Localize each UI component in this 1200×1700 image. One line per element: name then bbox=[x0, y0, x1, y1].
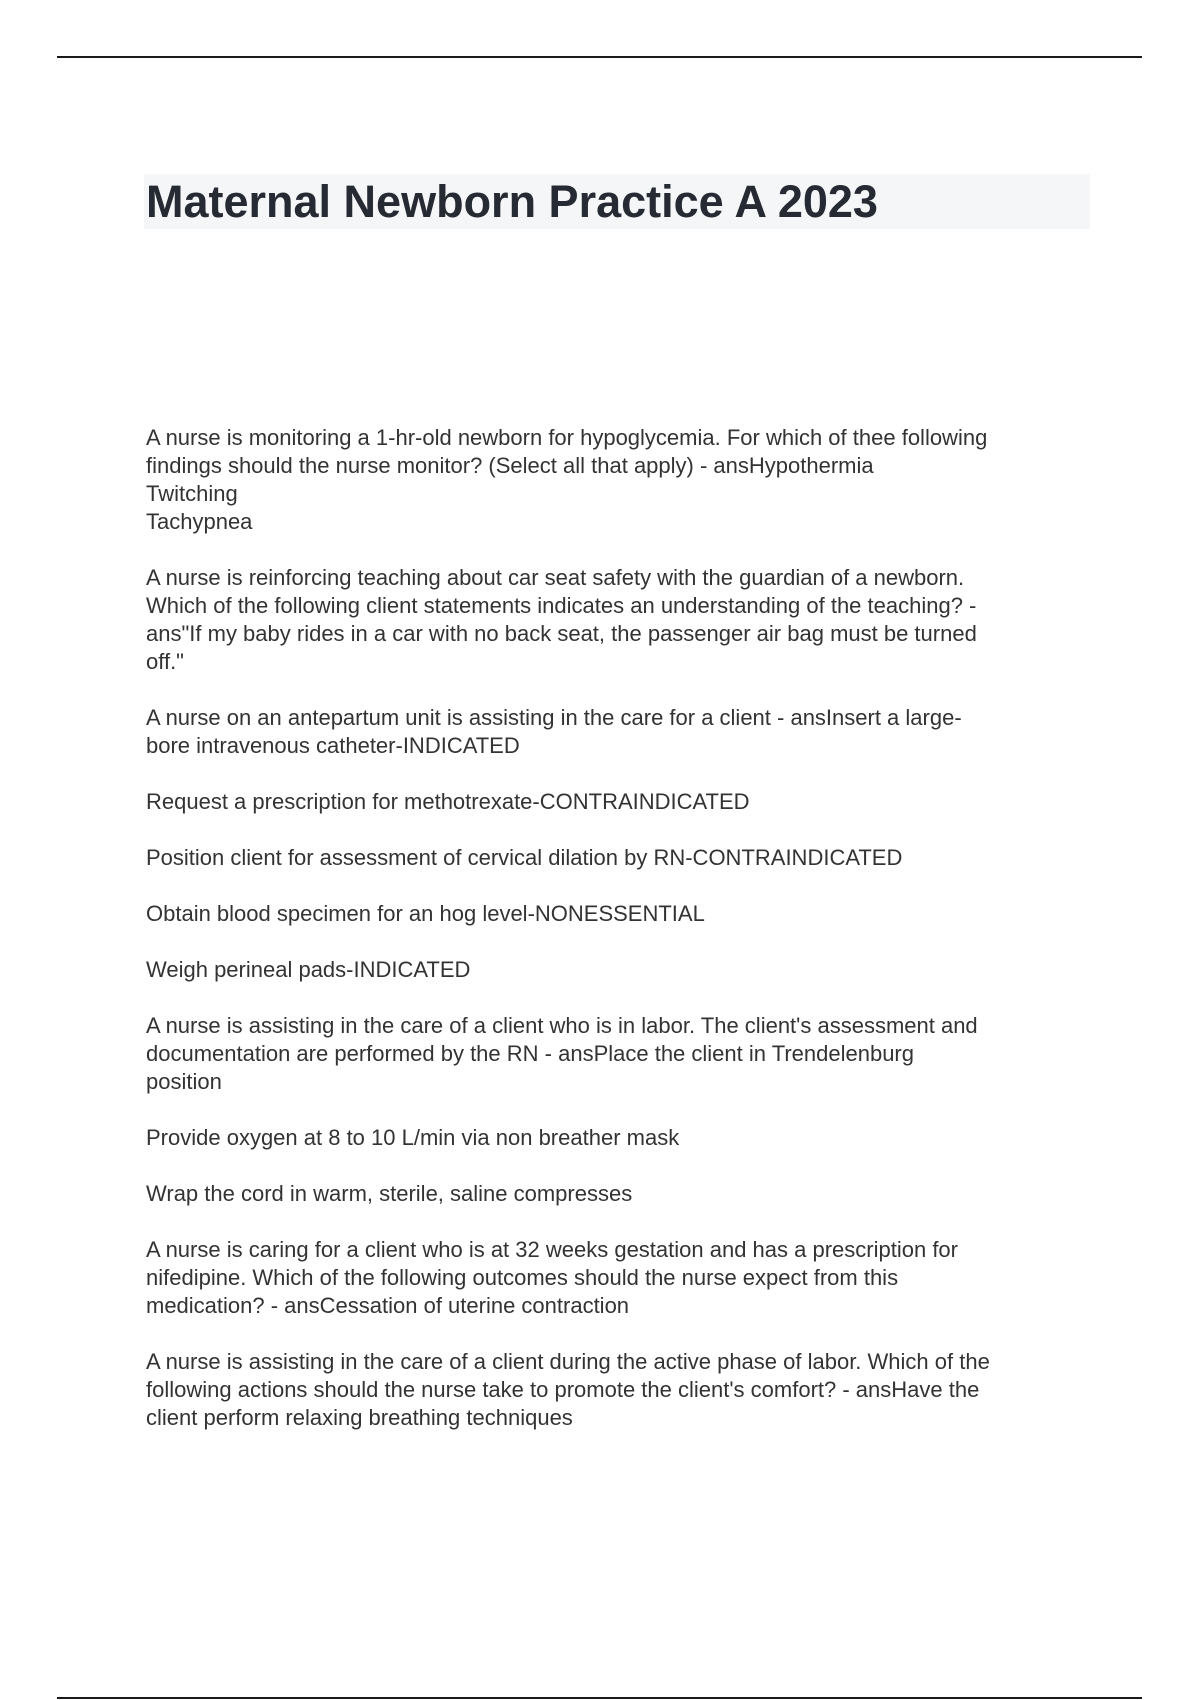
text-line: Obtain blood specimen for an hog level-NONESSENTIAL bbox=[146, 901, 705, 926]
bottom-rule bbox=[57, 1697, 1142, 1699]
text-line: Wrap the cord in warm, sterile, saline compresses bbox=[146, 1181, 633, 1206]
text-line: bore intravenous catheter-INDICATED bbox=[146, 733, 520, 758]
qa-paragraph bbox=[146, 900, 1086, 928]
qa-paragraph bbox=[146, 704, 1086, 760]
qa-paragraph bbox=[146, 844, 1086, 872]
qa-paragraph bbox=[146, 1012, 1086, 1096]
text-line: A nurse is monitoring a 1-hr-old newborn for hypoglycemia. For which of thee following bbox=[146, 425, 988, 450]
page-title: Maternal Newborn Practice A 2023 bbox=[146, 176, 878, 227]
text-line: Tachypnea bbox=[146, 509, 253, 534]
text-line: position bbox=[146, 1069, 222, 1094]
text-line: A nurse is assisting in the care of a client during the active phase of labor. Which of the bbox=[146, 1349, 990, 1374]
top-rule bbox=[57, 56, 1142, 58]
text-line: A nurse on an antepartum unit is assisting in the care for a client - ansInsert a large- bbox=[146, 705, 962, 730]
text-line: documentation are performed by the RN - ansPlace the client in Trendelenburg bbox=[146, 1041, 914, 1066]
text-line: client perform relaxing breathing techniques bbox=[146, 1405, 573, 1430]
text-line: Which of the following client statements indicates an understanding of the teaching? - bbox=[146, 593, 977, 618]
text-line: Provide oxygen at 8 to 10 L/min via non breather mask bbox=[146, 1125, 680, 1150]
text-line: Position client for assessment of cervical dilation by RN-CONTRAINDICATED bbox=[146, 845, 903, 870]
text-line: findings should the nurse monitor? (Select all that apply) - ansHypothermia bbox=[146, 453, 874, 478]
text-line: following actions should the nurse take to promote the client's comfort? - ansHave the bbox=[146, 1377, 980, 1402]
qa-paragraph bbox=[146, 956, 1086, 984]
qa-paragraph bbox=[146, 1124, 1086, 1152]
text-line: off." bbox=[146, 649, 184, 674]
text-line: Twitching bbox=[146, 481, 238, 506]
title-block bbox=[144, 174, 1090, 229]
text-line: A nurse is assisting in the care of a client who is in labor. The client's assessment and bbox=[146, 1013, 978, 1038]
qa-paragraph bbox=[146, 1236, 1086, 1320]
text-line: A nurse is caring for a client who is at 32 weeks gestation and has a prescription for bbox=[146, 1237, 958, 1262]
qa-paragraph bbox=[146, 424, 1086, 536]
qa-paragraph bbox=[146, 788, 1086, 816]
qa-paragraph bbox=[146, 564, 1086, 676]
text-line: nifedipine. Which of the following outcomes should the nurse expect from this bbox=[146, 1265, 899, 1290]
qa-paragraph bbox=[146, 1180, 1086, 1208]
text-line: Request a prescription for methotrexate-CONTRAINDICATED bbox=[146, 789, 750, 814]
qa-paragraph bbox=[146, 1348, 1086, 1432]
text-line: Weigh perineal pads-INDICATED bbox=[146, 957, 471, 982]
text-line: ans"If my baby rides in a car with no back seat, the passenger air bag must be turned bbox=[146, 621, 977, 646]
document-body bbox=[146, 424, 1086, 1460]
text-line: medication? - ansCessation of uterine contraction bbox=[146, 1293, 630, 1318]
text-line: A nurse is reinforcing teaching about car seat safety with the guardian of a newborn. bbox=[146, 565, 965, 590]
